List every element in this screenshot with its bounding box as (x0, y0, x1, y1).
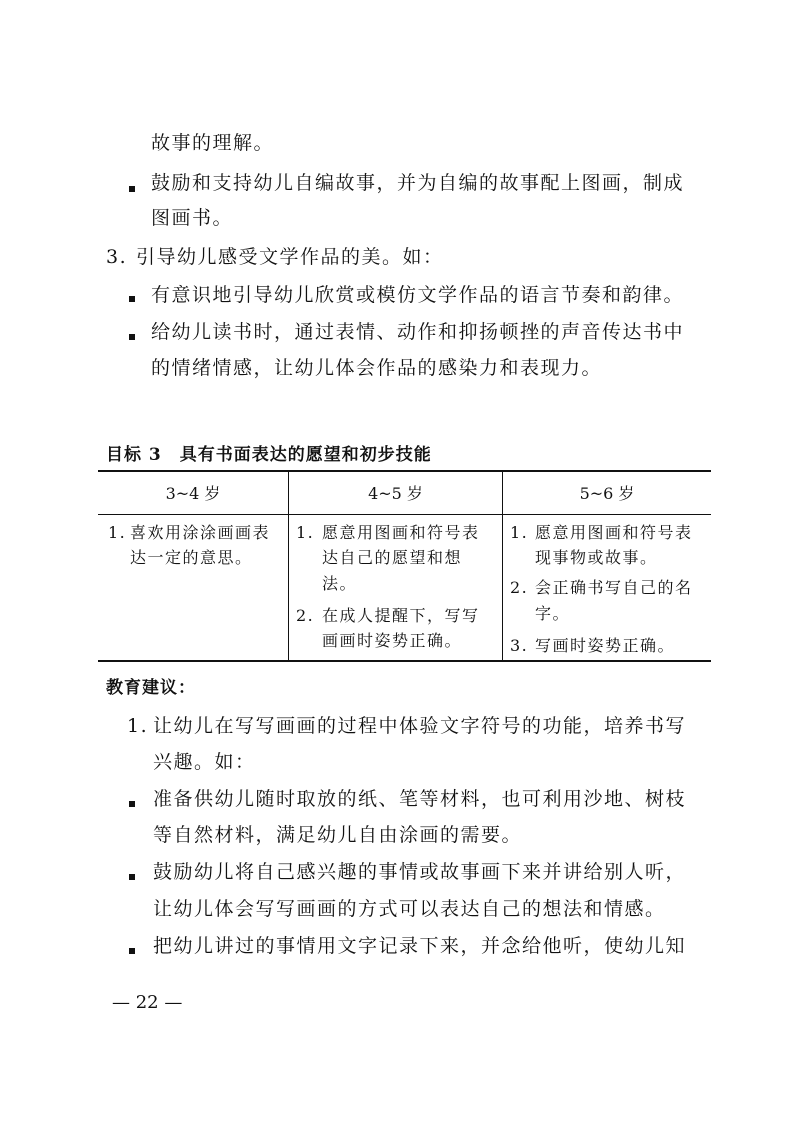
table-cell-number: 2. (296, 606, 315, 625)
table-cell-text: 现事物或故事。 (535, 548, 658, 567)
list-number: 1. (127, 715, 149, 737)
table-column-header: 4~5 岁 (368, 484, 423, 503)
table-cell-number: 1. (510, 523, 529, 542)
table-cell-text: 达一定的意思。 (130, 548, 253, 567)
table-column-header: 3~4 岁 (165, 484, 221, 503)
table-top-rule (98, 470, 711, 472)
bullet-icon (129, 186, 135, 192)
text-line: 给幼儿读书时，通过表情、动作和抑扬顿挫的声音传达书中 (151, 321, 685, 343)
goal-title: 目标 3 具有书面表达的愿望和初步技能 (106, 445, 432, 465)
text-line: 把幼儿讲过的事情用文字记录下来，并念给他听，使幼儿知 (153, 935, 687, 957)
table-cell-text: 会正确书写自己的名 (535, 578, 693, 597)
table-cell-text: 喜欢用涂涂画画表 (130, 523, 271, 542)
table-cell-text: 画画时姿势正确。 (322, 631, 463, 650)
table-cell-text: 愿意用图画和符号表 (535, 523, 693, 542)
text-line: 让幼儿在写写画画的过程中体验文字符号的功能，培养书写 (153, 715, 687, 737)
table-cell-text: 愿意用图画和符号表 (322, 523, 480, 542)
table-cell-number: 3. (510, 636, 529, 655)
page-number: — 22 — (112, 992, 183, 1013)
text-line: 故事的理解。 (151, 132, 275, 154)
text-line: 鼓励幼儿将自己感兴趣的事情或故事画下来并讲给别人听， (153, 861, 687, 883)
table-cell-text: 字。 (535, 604, 571, 623)
table-cell-text: 法。 (322, 574, 358, 593)
bullet-icon (129, 334, 135, 340)
text-line: 鼓励和支持幼儿自编故事，并为自编的故事配上图画，制成 (151, 172, 685, 194)
table-cell-number: 2. (510, 578, 529, 597)
table-column-header: 5~6 岁 (579, 484, 635, 503)
bullet-icon (129, 801, 135, 807)
list-number: 3. (106, 246, 128, 268)
table-cell-text: 达自己的愿望和想 (322, 548, 463, 567)
suggestions-heading: 教育建议： (106, 678, 196, 698)
text-line: 的情绪情感，让幼儿体会作品的感染力和表现力。 (151, 357, 603, 379)
text-line: 等自然材料，满足幼儿自由涂画的需要。 (153, 824, 523, 846)
bullet-icon (129, 874, 135, 880)
table-cell-text: 写画时姿势正确。 (535, 636, 676, 655)
bullet-icon (129, 296, 135, 302)
text-line: 引导幼儿感受文学作品的美。如： (136, 246, 444, 268)
table-bottom-rule (98, 660, 711, 662)
table-header-rule (98, 514, 711, 515)
table-cell-text: 在成人提醒下，写写 (322, 606, 480, 625)
text-line: 兴趣。如： (153, 751, 256, 773)
bullet-icon (129, 948, 135, 954)
table-cell-number: 1. (296, 523, 315, 542)
text-line: 让幼儿体会写写画画的方式可以表达自己的想法和情感。 (153, 898, 666, 920)
text-line: 准备供幼儿随时取放的纸、笔等材料，也可利用沙地、树枝 (153, 788, 687, 810)
text-line: 图画书。 (151, 207, 234, 229)
text-line: 有意识地引导幼儿欣赏或模仿文学作品的语言节奏和韵律。 (151, 284, 685, 306)
table-cell-number: 1. (108, 523, 127, 542)
